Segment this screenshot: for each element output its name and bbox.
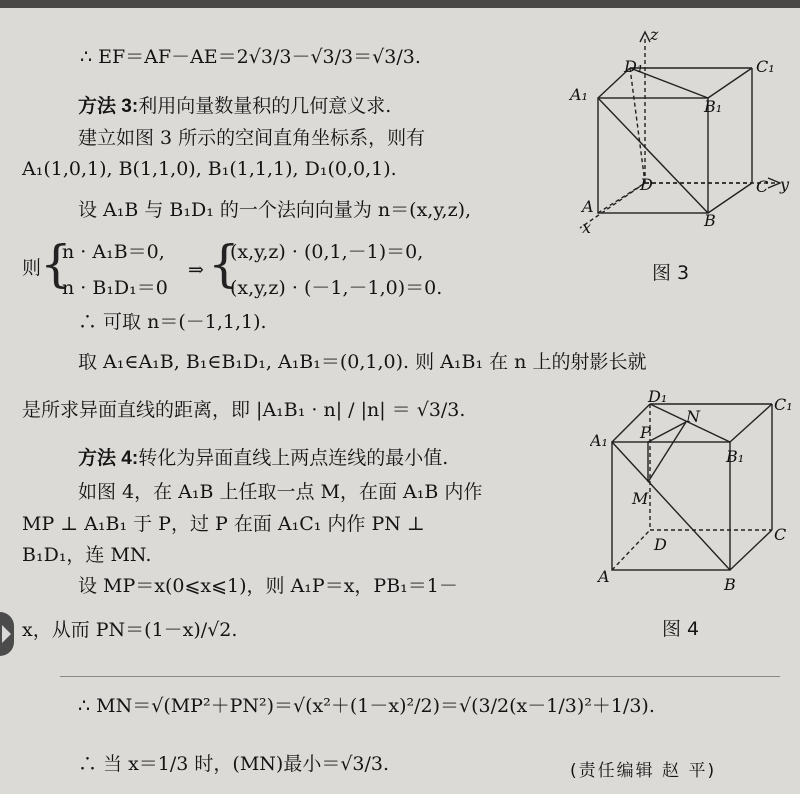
page-turn-tab[interactable]	[0, 612, 14, 656]
system-eq-1: n · A₁B＝0,	[62, 241, 165, 263]
normal-vector-setup: 设 A₁B 与 B₁D₁ 的一个法向向量为 n＝(x,y,z),	[78, 199, 472, 221]
right-brace: {	[208, 235, 240, 293]
fig3-label-a1: A₁	[570, 85, 588, 104]
method-4-step-2: MP ⊥ A₁B₁ 于 P，过 P 在面 A₁C₁ 内作 PN ⊥	[22, 513, 425, 535]
fig3-label-b1: B₁	[704, 97, 723, 116]
fig3-label-c: C	[756, 177, 769, 196]
fig3-edge-bc	[708, 183, 752, 213]
coordinates-list: A₁(1,0,1), B(1,1,0), B₁(1,1,1), D₁(0,0,1).	[22, 158, 397, 180]
then-label: 则	[22, 257, 42, 279]
top-edge-bar	[0, 0, 800, 8]
figure-4-caption: 图 4	[662, 618, 700, 640]
fig4-label-d: D	[654, 535, 667, 554]
divider-rule	[60, 676, 780, 677]
method-3-description: 利用向量数量积的几何意义求.	[138, 95, 392, 117]
fig4-label-n: N	[686, 407, 700, 426]
fig4-label-a: A	[598, 567, 610, 586]
fig3-label-x: x	[582, 218, 592, 237]
fig4-label-m: M	[632, 489, 649, 508]
figure-3-cube	[568, 28, 798, 268]
equation-ef: ∴ EF＝AF－AE＝2√3/3－√3/3＝√3/3.	[80, 46, 421, 68]
system-eq-4: (x,y,z) · (－1,－1,0)＝0.	[230, 277, 443, 299]
choose-n: ∴ 可取 n＝(－1,1,1).	[78, 311, 267, 333]
fig3-label-z: z	[650, 28, 659, 44]
fig3-diag-a1b	[598, 98, 708, 213]
method-3-line	[78, 94, 391, 119]
method-3-heading: 方法 3:	[78, 96, 139, 117]
figure-4-cube	[590, 390, 798, 600]
fig3-edge-b1c1	[708, 68, 752, 98]
coordinate-intro: 建立如图 3 所示的空间直角坐标系，则有	[78, 127, 426, 149]
fig4-label-b: B	[724, 575, 736, 594]
method-4-step-1: 如图 4，在 A₁B 上任取一点 M，在面 A₁B 内作	[78, 481, 483, 503]
distance-result: 是所求异面直线的距离，即 |A₁B₁ · n| / |n| ＝ √3/3.	[22, 399, 466, 421]
fig4-label-p: P	[640, 423, 651, 442]
system-eq-2: n · B₁D₁＝0	[62, 277, 168, 299]
implies-arrow: ⇒	[188, 259, 204, 281]
fig4-segment-mn	[648, 422, 686, 482]
left-brace: {	[40, 235, 72, 293]
fig4-label-c1: C₁	[774, 395, 793, 414]
fig4-label-a1: A₁	[590, 431, 608, 450]
fig4-edge-ad	[612, 530, 650, 570]
system-eq-3: (x,y,z) · (0,1,－1)＝0,	[230, 241, 424, 263]
fig3-label-d1: D₁	[624, 57, 644, 76]
fig3-edge-d1d	[630, 68, 645, 183]
method-4-step-3: B₁D₁，连 MN.	[22, 544, 152, 566]
method-4-step-4: 设 MP＝x(0⩽x⩽1)，则 A₁P＝x，PB₁＝1－	[78, 575, 458, 597]
editor-credit: (责任编辑 赵 平)	[570, 761, 717, 781]
fig4-diag-a1b	[612, 442, 730, 570]
projection-sentence: 取 A₁∈A₁B, B₁∈B₁D₁, A₁B₁＝(0,1,0). 则 A₁B₁ 在 n 上的射影长就	[78, 351, 647, 373]
method-4-step-5: x，从而 PN＝(1－x)/√2.	[22, 619, 238, 641]
fig3-label-d: D	[640, 175, 653, 194]
figure-3-caption: 图 3	[652, 262, 690, 284]
fig4-edge-b1c1	[730, 404, 772, 442]
method-4-line	[78, 446, 448, 471]
minimum-result: ∴ 当 x＝1/3 时，(MN)最小＝√3/3.	[78, 753, 390, 775]
mn-formula: ∴ MN＝√(MP²＋PN²)＝√(x²＋(1－x)²/2)＝√(3/2(x－1/3)²＋1/3).	[78, 695, 655, 717]
fig4-label-b1: B₁	[726, 447, 745, 466]
method-4-description: 转化为异面直线上两点连线的最小值.	[138, 447, 449, 469]
fig4-edge-bc	[730, 530, 772, 570]
fig4-label-c: C	[774, 525, 787, 544]
fig3-label-b: B	[704, 211, 716, 230]
fig3-label-a: A	[582, 197, 594, 216]
fig3-label-c1: C₁	[756, 57, 775, 76]
fig4-label-d1: D₁	[648, 390, 668, 406]
method-4-heading: 方法 4:	[78, 448, 139, 469]
fig3-label-y: y	[780, 175, 790, 194]
